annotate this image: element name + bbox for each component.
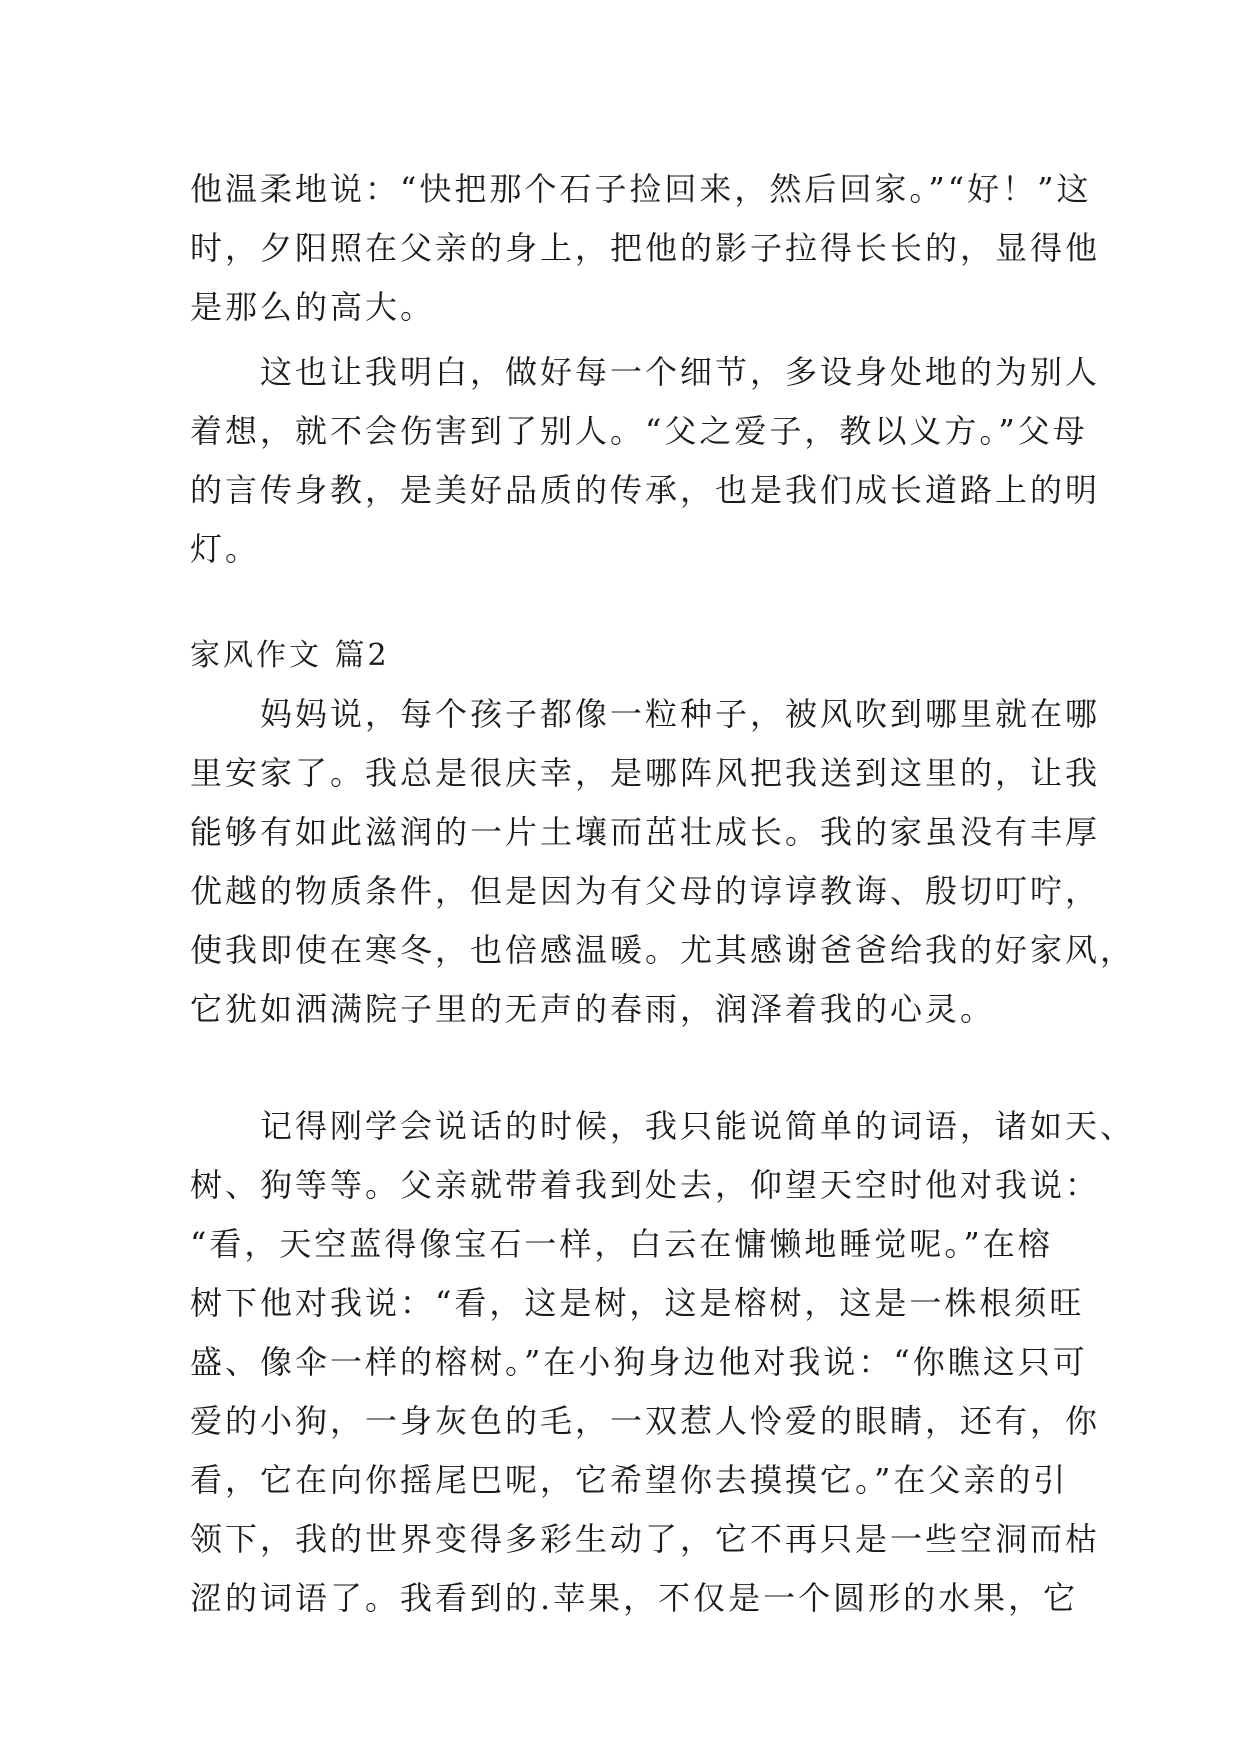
text-line: 领下，我的世界变得多彩生动了，它不再只是一些空洞而枯 [190, 1520, 1101, 1558]
text-line: 能够有如此滋润的一片土壤而茁壮成长。我的家虽没有丰厚 [190, 813, 1101, 851]
text-line: 记得刚学会说话的时候，我只能说简单的词语，诸如天、 [260, 1107, 1136, 1145]
text-line: 时，夕阳照在父亲的身上，把他的影子拉得长长的，显得他 [190, 229, 1101, 267]
text-line: 是那么的高大。 [190, 288, 436, 326]
text-line: “看，天空蓝得像宝石一样，白云在慵懒地睡觉呢。”在榕 [190, 1225, 1053, 1263]
text-line: 它犹如洒满院子里的无声的春雨，润泽着我的心灵。 [190, 990, 996, 1028]
text-line: 树、狗等等。父亲就带着我到处去，仰望天空时他对我说： [190, 1166, 1101, 1204]
text-line: 树下他对我说：“看，这是树，这是榕树，这是一株根须旺 [190, 1284, 1085, 1322]
paragraph-1 [190, 160, 1101, 337]
paragraph-4 [190, 1097, 1136, 1628]
text-line: 他温柔地说：“快把那个石子捡回来，然后回家。”“好！”这 [190, 170, 1092, 208]
paragraph-3 [190, 685, 1136, 1039]
text-line: 的言传身教，是美好品质的传承，也是我们成长道路上的明 [190, 471, 1101, 509]
text-line: 里安家了。我总是很庆幸，是哪阵风把我送到这里的，让我 [190, 754, 1101, 792]
text-line: 着想，就不会伤害到了别人。“父之爱子，教以义方。”父母 [190, 412, 1088, 450]
paragraph-2 [190, 343, 1101, 579]
text-line: 这也让我明白，做好每一个细节，多设身处地的为别人 [260, 353, 1101, 391]
section-heading: 家风作文 篇2 [190, 638, 390, 673]
text-line: 优越的物质条件，但是因为有父母的谆谆教诲、殷切叮咛， [190, 872, 1101, 910]
text-line: 涩的词语了。我看到的.苹果，不仅是一个圆形的水果，它 [190, 1579, 1079, 1617]
text-line: 使我即使在寒冬，也倍感温暖。尤其感谢爸爸给我的好家风， [190, 931, 1136, 969]
text-line: 看，它在向你摇尾巴呢，它希望你去摸摸它。”在父亲的引 [190, 1461, 1069, 1499]
text-line: 盛、像伞一样的榕树。”在小狗身边他对我说：“你瞧这只可 [190, 1343, 1088, 1381]
text-line: 妈妈说，每个孩子都像一粒种子，被风吹到哪里就在哪 [260, 695, 1101, 733]
text-line: 爱的小狗，一身灰色的毛，一双惹人怜爱的眼睛，还有，你 [190, 1402, 1101, 1440]
text-line: 灯。 [190, 530, 261, 568]
